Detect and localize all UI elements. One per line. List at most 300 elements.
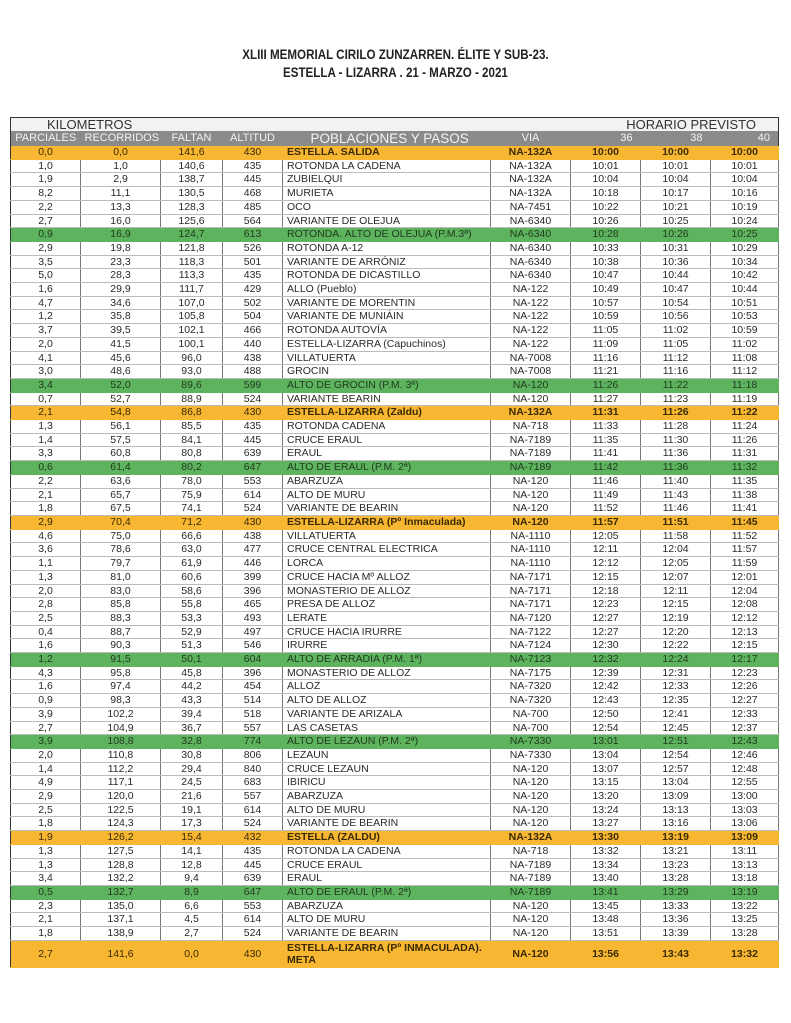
km-faltan-cell: 107,0 [161, 296, 223, 310]
table-row [11, 625, 779, 639]
time-36-cell: 13:34 [571, 858, 641, 872]
km-faltan-cell: 15,4 [161, 831, 223, 845]
km-parcial-cell: 2,7 [11, 214, 81, 228]
col-header-38: 38 [641, 131, 711, 146]
via-cell: NA-718 [491, 420, 571, 434]
poblacion-cell: ROTONDA A-12 [283, 241, 491, 255]
table-row [11, 557, 779, 571]
time-38-cell: 11:36 [641, 447, 711, 461]
col-header-recorridos: RECORRIDOS [81, 131, 161, 146]
km-parcial-cell: 8,2 [11, 187, 81, 201]
poblacion-cell: ESTELLA. SALIDA [283, 146, 491, 159]
time-38-cell: 11:05 [641, 337, 711, 351]
table-row [11, 337, 779, 351]
table-row [11, 927, 779, 941]
via-cell: NA-132A [491, 146, 571, 159]
km-parcial-cell: 3,6 [11, 543, 81, 557]
time-36-cell: 11:41 [571, 447, 641, 461]
time-40-cell: 12:13 [711, 625, 779, 639]
altitud-cell: 639 [223, 447, 283, 461]
time-40-cell: 12:15 [711, 639, 779, 653]
km-parcial-cell: 1,3 [11, 844, 81, 858]
altitud-cell: 524 [223, 502, 283, 516]
via-cell: NA-132A [491, 187, 571, 201]
poblacion-cell: LAS CASETAS [283, 721, 491, 735]
km-faltan-cell: 6,6 [161, 899, 223, 913]
time-38-cell: 12:20 [641, 625, 711, 639]
km-parcial-cell: 4,9 [11, 776, 81, 790]
altitud-cell: 445 [223, 173, 283, 187]
km-parcial-cell: 4,7 [11, 296, 81, 310]
poblacion-cell: IBIRICU [283, 776, 491, 790]
time-38-cell: 10:04 [641, 173, 711, 187]
time-36-cell: 12:32 [571, 653, 641, 667]
km-recorrido-cell: 81,0 [81, 570, 161, 584]
altitud-cell: 518 [223, 707, 283, 721]
time-38-cell: 11:16 [641, 365, 711, 379]
altitud-cell: 468 [223, 187, 283, 201]
time-38-cell: 12:24 [641, 653, 711, 667]
poblacion-cell: VARIANTE DE ARRÓNIZ [283, 255, 491, 269]
via-cell: NA-7189 [491, 447, 571, 461]
time-38-cell: 11:26 [641, 406, 711, 420]
km-faltan-cell: 140,6 [161, 159, 223, 173]
table-row [11, 420, 779, 434]
table-row [11, 365, 779, 379]
altitud-cell: 774 [223, 735, 283, 749]
table-row [11, 899, 779, 913]
poblacion-cell: ROTONDA LA CADENA [283, 844, 491, 858]
table-row [11, 351, 779, 365]
time-36-cell: 13:24 [571, 803, 641, 817]
km-recorrido-cell: 57,5 [81, 433, 161, 447]
time-40-cell: 11:02 [711, 337, 779, 351]
km-faltan-cell: 80,2 [161, 461, 223, 475]
time-36-cell: 13:15 [571, 776, 641, 790]
via-cell: NA-122 [491, 283, 571, 297]
time-40-cell: 10:19 [711, 200, 779, 214]
time-36-cell: 12:50 [571, 707, 641, 721]
time-36-cell: 10:59 [571, 310, 641, 324]
km-faltan-cell: 71,2 [161, 515, 223, 529]
altitud-cell: 647 [223, 461, 283, 475]
km-faltan-cell: 124,7 [161, 228, 223, 242]
table-row [11, 707, 779, 721]
poblacion-cell: ABARZUZA [283, 474, 491, 488]
km-faltan-cell: 21,6 [161, 790, 223, 804]
km-recorrido-cell: 65,7 [81, 488, 161, 502]
altitud-cell: 446 [223, 557, 283, 571]
km-recorrido-cell: 34,6 [81, 296, 161, 310]
poblacion-cell: ALLO (Pueblo) [283, 283, 491, 297]
time-40-cell: 13:25 [711, 913, 779, 927]
via-cell: NA-7171 [491, 584, 571, 598]
time-40-cell: 12:01 [711, 570, 779, 584]
km-parcial-cell: 2,0 [11, 337, 81, 351]
time-40-cell: 11:12 [711, 365, 779, 379]
time-38-cell: 13:33 [641, 899, 711, 913]
table-row-highlight [11, 515, 779, 529]
time-40-cell: 12:26 [711, 680, 779, 694]
km-recorrido-cell: 35,8 [81, 310, 161, 324]
km-faltan-cell: 78,0 [161, 474, 223, 488]
table-row [11, 858, 779, 872]
km-recorrido-cell: 110,8 [81, 748, 161, 762]
altitud-cell: 445 [223, 433, 283, 447]
via-cell: NA-120 [491, 940, 571, 967]
altitud-cell: 564 [223, 214, 283, 228]
km-recorrido-cell: 52,7 [81, 392, 161, 406]
via-cell: NA-120 [491, 790, 571, 804]
table-row [11, 269, 779, 283]
time-38-cell: 13:21 [641, 844, 711, 858]
km-recorrido-cell: 52,0 [81, 378, 161, 392]
time-40-cell: 12:33 [711, 707, 779, 721]
poblacion-cell: VARIANTE DE ARIZALA [283, 707, 491, 721]
km-faltan-cell: 14,1 [161, 844, 223, 858]
time-40-cell: 13:18 [711, 872, 779, 886]
table-row-highlight [11, 940, 779, 967]
km-recorrido-cell: 28,3 [81, 269, 161, 283]
poblacion-cell: MURIETA [283, 187, 491, 201]
altitud-cell: 647 [223, 885, 283, 899]
time-40-cell: 12:27 [711, 694, 779, 708]
via-cell: NA-7120 [491, 611, 571, 625]
via-cell: NA-7451 [491, 200, 571, 214]
via-cell: NA-6340 [491, 228, 571, 242]
time-40-cell: 13:22 [711, 899, 779, 913]
km-recorrido-cell: 67,5 [81, 502, 161, 516]
time-38-cell: 11:40 [641, 474, 711, 488]
km-faltan-cell: 58,6 [161, 584, 223, 598]
table-row [11, 214, 779, 228]
column-header-row [11, 131, 779, 146]
time-36-cell: 11:05 [571, 324, 641, 338]
km-parcial-cell: 2,5 [11, 803, 81, 817]
time-38-cell: 13:36 [641, 913, 711, 927]
time-36-cell: 13:45 [571, 899, 641, 913]
km-parcial-cell: 5,0 [11, 269, 81, 283]
km-parcial-cell: 1,0 [11, 159, 81, 173]
via-cell: NA-132A [491, 159, 571, 173]
altitud-cell: 435 [223, 844, 283, 858]
time-40-cell: 12:12 [711, 611, 779, 625]
via-cell: NA-6340 [491, 214, 571, 228]
altitud-cell: 477 [223, 543, 283, 557]
km-recorrido-cell: 88,3 [81, 611, 161, 625]
km-recorrido-cell: 75,0 [81, 529, 161, 543]
time-40-cell: 11:08 [711, 351, 779, 365]
table-row [11, 872, 779, 886]
via-cell: NA-7320 [491, 680, 571, 694]
altitud-cell: 429 [223, 283, 283, 297]
timetable-body [11, 146, 779, 967]
km-faltan-cell: 39,4 [161, 707, 223, 721]
altitud-cell: 430 [223, 940, 283, 967]
altitud-cell: 501 [223, 255, 283, 269]
km-recorrido-cell: 70,4 [81, 515, 161, 529]
km-parcial-cell: 2,5 [11, 611, 81, 625]
time-40-cell: 10:16 [711, 187, 779, 201]
time-36-cell: 12:43 [571, 694, 641, 708]
time-40-cell: 10:42 [711, 269, 779, 283]
km-recorrido-cell: 97,4 [81, 680, 161, 694]
time-36-cell: 13:51 [571, 927, 641, 941]
via-cell: NA-120 [491, 392, 571, 406]
time-40-cell: 10:00 [711, 146, 779, 159]
time-36-cell: 12:15 [571, 570, 641, 584]
time-38-cell: 13:09 [641, 790, 711, 804]
time-38-cell: 10:00 [641, 146, 711, 159]
time-38-cell: 11:46 [641, 502, 711, 516]
via-cell: NA-120 [491, 488, 571, 502]
km-parcial-cell: 3,4 [11, 872, 81, 886]
altitud-cell: 396 [223, 666, 283, 680]
time-36-cell: 10:38 [571, 255, 641, 269]
time-36-cell: 12:11 [571, 543, 641, 557]
via-cell: NA-1110 [491, 543, 571, 557]
table-row [11, 310, 779, 324]
km-faltan-cell: 36,7 [161, 721, 223, 735]
time-38-cell: 12:11 [641, 584, 711, 598]
km-recorrido-cell: 102,2 [81, 707, 161, 721]
km-faltan-cell: 105,8 [161, 310, 223, 324]
poblacion-cell: ROTONDA LA CADENA [283, 159, 491, 173]
km-recorrido-cell: 1,0 [81, 159, 161, 173]
table-row [11, 570, 779, 584]
poblacion-cell: GROCIN [283, 365, 491, 379]
km-parcial-cell: 3,9 [11, 707, 81, 721]
time-40-cell: 13:13 [711, 858, 779, 872]
km-faltan-cell: 88,9 [161, 392, 223, 406]
time-36-cell: 11:57 [571, 515, 641, 529]
time-40-cell: 12:04 [711, 584, 779, 598]
km-faltan-cell: 121,8 [161, 241, 223, 255]
altitud-cell: 493 [223, 611, 283, 625]
time-36-cell: 10:47 [571, 269, 641, 283]
poblacion-cell: MONASTERIO DE ALLOZ [283, 666, 491, 680]
table-row-highlight [11, 228, 779, 242]
time-36-cell: 11:35 [571, 433, 641, 447]
table-row [11, 241, 779, 255]
km-recorrido-cell: 138,9 [81, 927, 161, 941]
via-cell: NA-7171 [491, 570, 571, 584]
km-faltan-cell: 55,8 [161, 598, 223, 612]
col-header-via: VIA [491, 131, 571, 146]
km-parcial-cell: 2,7 [11, 721, 81, 735]
km-recorrido-cell: 141,6 [81, 940, 161, 967]
km-parcial-cell: 4,6 [11, 529, 81, 543]
km-parcial-cell: 3,9 [11, 735, 81, 749]
table-row [11, 255, 779, 269]
time-38-cell: 11:02 [641, 324, 711, 338]
poblacion-cell: MONASTERIO DE ALLOZ [283, 584, 491, 598]
altitud-cell: 438 [223, 351, 283, 365]
poblacion-cell: VARIANTE DE BEARIN [283, 502, 491, 516]
via-cell: NA-122 [491, 310, 571, 324]
km-parcial-cell: 0,9 [11, 228, 81, 242]
kilometros-group-header: KILOMETROS [11, 118, 283, 132]
poblacion-cell: LORCA [283, 557, 491, 571]
poblacion-cell: CRUCE CENTRAL ELECTRICA [283, 543, 491, 557]
poblacion-cell: ALTO DE ARRADIA (P.M. 1ª) [283, 653, 491, 667]
time-40-cell: 11:19 [711, 392, 779, 406]
km-faltan-cell: 24,5 [161, 776, 223, 790]
km-faltan-cell: 113,3 [161, 269, 223, 283]
km-recorrido-cell: 61,4 [81, 461, 161, 475]
altitud-cell: 504 [223, 310, 283, 324]
km-faltan-cell: 29,4 [161, 762, 223, 776]
time-40-cell: 11:24 [711, 420, 779, 434]
km-faltan-cell: 66,6 [161, 529, 223, 543]
km-recorrido-cell: 108,8 [81, 735, 161, 749]
km-recorrido-cell: 0,0 [81, 146, 161, 159]
via-cell: NA-7008 [491, 351, 571, 365]
poblacion-cell: ABARZUZA [283, 899, 491, 913]
altitud-cell: 440 [223, 337, 283, 351]
time-36-cell: 11:31 [571, 406, 641, 420]
time-36-cell: 11:16 [571, 351, 641, 365]
via-cell: NA-6340 [491, 241, 571, 255]
time-38-cell: 12:07 [641, 570, 711, 584]
time-40-cell: 13:28 [711, 927, 779, 941]
table-row [11, 474, 779, 488]
via-cell: NA-132A [491, 406, 571, 420]
time-36-cell: 13:32 [571, 844, 641, 858]
time-36-cell: 12:54 [571, 721, 641, 735]
via-cell: NA-1110 [491, 529, 571, 543]
km-faltan-cell: 80,8 [161, 447, 223, 461]
time-36-cell: 10:04 [571, 173, 641, 187]
time-40-cell: 10:59 [711, 324, 779, 338]
time-38-cell: 13:28 [641, 872, 711, 886]
poblacion-cell: CRUCE ERAUL [283, 433, 491, 447]
via-cell: NA-7189 [491, 872, 571, 886]
table-row [11, 433, 779, 447]
time-38-cell: 11:30 [641, 433, 711, 447]
time-40-cell: 12:55 [711, 776, 779, 790]
time-40-cell: 11:35 [711, 474, 779, 488]
time-38-cell: 13:19 [641, 831, 711, 845]
km-recorrido-cell: 127,5 [81, 844, 161, 858]
km-parcial-cell: 1,8 [11, 502, 81, 516]
km-parcial-cell: 1,8 [11, 817, 81, 831]
time-40-cell: 11:57 [711, 543, 779, 557]
time-38-cell: 12:05 [641, 557, 711, 571]
km-faltan-cell: 50,1 [161, 653, 223, 667]
poblacion-cell: VARIANTE BEARIN [283, 392, 491, 406]
time-38-cell: 12:22 [641, 639, 711, 653]
altitud-cell: 514 [223, 694, 283, 708]
poblacion-cell: OCO [283, 200, 491, 214]
km-faltan-cell: 4,5 [161, 913, 223, 927]
time-36-cell: 12:05 [571, 529, 641, 543]
km-parcial-cell: 2,0 [11, 748, 81, 762]
km-recorrido-cell: 88,7 [81, 625, 161, 639]
time-40-cell: 11:45 [711, 515, 779, 529]
km-parcial-cell: 0,5 [11, 885, 81, 899]
col-header-40: 40 [711, 131, 779, 146]
table-row-highlight [11, 146, 779, 159]
poblacion-cell: ALTO DE ERAUL (P.M. 2ª) [283, 461, 491, 475]
time-38-cell: 11:58 [641, 529, 711, 543]
via-cell: NA-120 [491, 378, 571, 392]
km-parcial-cell: 1,6 [11, 639, 81, 653]
time-36-cell: 12:23 [571, 598, 641, 612]
km-parcial-cell: 0,6 [11, 461, 81, 475]
km-recorrido-cell: 54,8 [81, 406, 161, 420]
km-recorrido-cell: 48,6 [81, 365, 161, 379]
time-38-cell: 12:54 [641, 748, 711, 762]
km-faltan-cell: 125,6 [161, 214, 223, 228]
time-36-cell: 10:28 [571, 228, 641, 242]
km-parcial-cell: 1,2 [11, 310, 81, 324]
poblacion-cell: ZUBIELQUI [283, 173, 491, 187]
table-row [11, 200, 779, 214]
table-row [11, 666, 779, 680]
table-row [11, 283, 779, 297]
time-38-cell: 10:54 [641, 296, 711, 310]
time-36-cell: 10:22 [571, 200, 641, 214]
time-40-cell: 12:48 [711, 762, 779, 776]
poblacion-cell: ESTELLA-LIZARRA (Capuchinos) [283, 337, 491, 351]
poblacion-cell: ERAUL [283, 447, 491, 461]
poblacion-cell: ALTO DE MURU [283, 803, 491, 817]
time-40-cell: 13:19 [711, 885, 779, 899]
via-cell: NA-7189 [491, 858, 571, 872]
altitud-cell: 806 [223, 748, 283, 762]
via-cell: NA-132A [491, 173, 571, 187]
table-row [11, 639, 779, 653]
table-row [11, 598, 779, 612]
time-36-cell: 11:49 [571, 488, 641, 502]
km-faltan-cell: 96,0 [161, 351, 223, 365]
poblacion-cell: ROTONDA DE DICASTILLO [283, 269, 491, 283]
time-40-cell: 11:59 [711, 557, 779, 571]
time-38-cell: 10:17 [641, 187, 711, 201]
time-38-cell: 10:25 [641, 214, 711, 228]
time-36-cell: 10:26 [571, 214, 641, 228]
time-40-cell: 13:00 [711, 790, 779, 804]
km-parcial-cell: 1,1 [11, 557, 81, 571]
km-faltan-cell: 19,1 [161, 803, 223, 817]
km-recorrido-cell: 60,8 [81, 447, 161, 461]
km-recorrido-cell: 29,9 [81, 283, 161, 297]
time-38-cell: 12:19 [641, 611, 711, 625]
km-parcial-cell: 1,4 [11, 762, 81, 776]
km-faltan-cell: 43,3 [161, 694, 223, 708]
altitud-cell: 524 [223, 927, 283, 941]
km-faltan-cell: 102,1 [161, 324, 223, 338]
time-40-cell: 11:38 [711, 488, 779, 502]
km-faltan-cell: 111,7 [161, 283, 223, 297]
table-row [11, 748, 779, 762]
time-36-cell: 13:01 [571, 735, 641, 749]
altitud-cell: 430 [223, 406, 283, 420]
col-header-parciales: PARCIALES [11, 131, 81, 146]
via-cell: NA-1110 [491, 557, 571, 571]
table-row [11, 694, 779, 708]
km-recorrido-cell: 41,5 [81, 337, 161, 351]
via-cell: NA-7330 [491, 748, 571, 762]
altitud-cell: 546 [223, 639, 283, 653]
via-cell: NA-7175 [491, 666, 571, 680]
via-cell: NA-120 [491, 803, 571, 817]
km-faltan-cell: 60,6 [161, 570, 223, 584]
time-38-cell: 10:01 [641, 159, 711, 173]
via-cell: NA-7124 [491, 639, 571, 653]
poblacion-cell: ERAUL [283, 872, 491, 886]
